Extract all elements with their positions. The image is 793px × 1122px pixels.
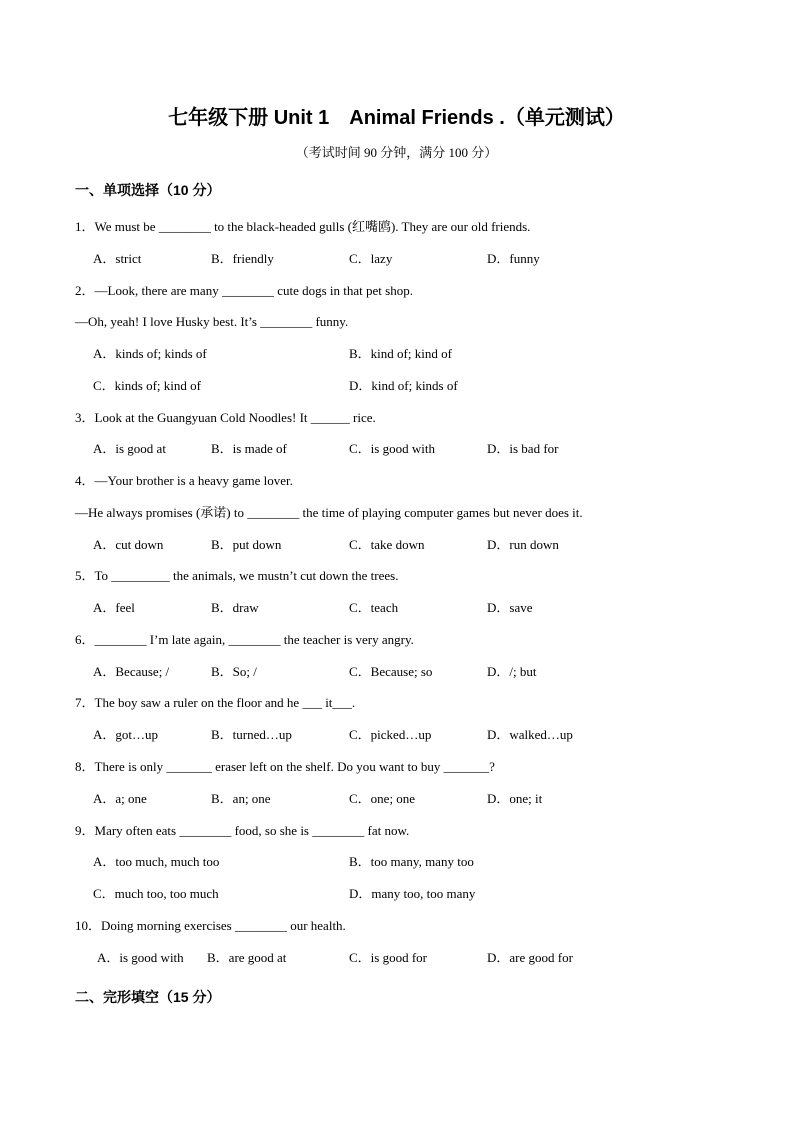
- option-d: D．funny: [487, 250, 540, 266]
- option-c: C．picked…up: [349, 727, 432, 743]
- question-5: [75, 560, 735, 624]
- question-stem-text: —Oh, yeah! I love Husky best. It’s ________ funny.: [75, 314, 349, 330]
- option-c: C．take down: [349, 536, 425, 552]
- question-stem-line: [75, 275, 735, 307]
- option-a: A．Because; /: [93, 663, 170, 679]
- option-c: C．kinds of; kind of: [93, 377, 201, 393]
- option-a: A．too much, much too: [93, 854, 220, 870]
- question-stem-text: There is only _______ eraser left on the shelf. Do you want to buy _______?: [94, 759, 495, 775]
- question-number: 4．: [75, 473, 95, 489]
- question-stem-text: Look at the Guangyuan Cold Noodles! It ______ rice.: [94, 409, 376, 425]
- option-b: B．turned…up: [211, 727, 292, 743]
- question-number: 3．: [75, 409, 95, 425]
- question-stem-text: We must be ________ to the black-headed gulls (红嘴鸥). They are our old friends.: [94, 219, 531, 234]
- option-a: A．is good with: [97, 949, 184, 965]
- question-number: 2．: [75, 282, 95, 298]
- option-b: B．draw: [211, 600, 259, 616]
- option-c: C．one; one: [349, 790, 416, 806]
- option-a: A．cut down: [93, 536, 164, 552]
- question-number: 9．: [75, 822, 95, 838]
- option-c: C．is good for: [349, 949, 428, 965]
- question-stem-text: ________ I’m late again, ________ the teacher is very angry.: [94, 631, 414, 647]
- question-stem-line: [75, 910, 735, 942]
- question-stem-line: [75, 560, 735, 592]
- question-stem-line: [75, 687, 735, 719]
- option-b: B．So; /: [211, 663, 257, 679]
- question-number: 5．: [75, 568, 95, 584]
- option-c: C．lazy: [349, 250, 393, 266]
- section-heading-1: 一、单项选择（10 分）: [75, 182, 221, 198]
- question-number: 7．: [75, 695, 95, 711]
- question-stem-line: [75, 815, 735, 847]
- option-d: D．save: [487, 600, 533, 616]
- option-c: C．teach: [349, 600, 399, 616]
- options-row: [75, 433, 735, 465]
- options-row: [75, 243, 735, 275]
- options-row: [75, 783, 735, 815]
- question-stem-text: —Look, there are many ________ cute dogs in that pet shop.: [94, 282, 413, 298]
- question-number: 10．: [75, 917, 102, 933]
- option-d: D．walked…up: [487, 727, 573, 743]
- option-d: D．are good for: [487, 949, 573, 965]
- option-c: C．Because; so: [349, 663, 433, 679]
- option-a: A．feel: [93, 600, 135, 616]
- question-stem-line: [75, 211, 735, 243]
- option-d: D．one; it: [487, 790, 543, 806]
- option-a: A．is good at: [93, 441, 166, 457]
- question-stem-text: The boy saw a ruler on the floor and he ___ it___.: [94, 695, 356, 711]
- option-b: B．kind of; kind of: [349, 346, 452, 362]
- question-9: [75, 815, 735, 910]
- options-row: [75, 878, 735, 910]
- options-row: [75, 338, 735, 370]
- options-row: [75, 370, 735, 402]
- option-c: C．much too, too much: [93, 886, 219, 902]
- option-c: C．is good with: [349, 441, 435, 457]
- question-number: 1．: [75, 219, 95, 234]
- option-d: D．is bad for: [487, 441, 559, 457]
- question-stem-line: [75, 751, 735, 783]
- question-stem-line: [75, 624, 735, 656]
- question-7: [75, 687, 735, 751]
- options-row: [75, 656, 735, 688]
- option-a: A．strict: [93, 250, 142, 266]
- question-stem-text: Mary often eats ________ food, so she is ________ fat now.: [94, 822, 410, 838]
- options-row: [75, 719, 735, 751]
- question-number: 6．: [75, 631, 95, 647]
- option-b: B．is made of: [211, 441, 287, 457]
- options-row: [75, 846, 735, 878]
- question-2: [75, 275, 735, 402]
- question-stem-text: Doing morning exercises ________ our health.: [101, 917, 346, 933]
- option-b: B．an; one: [211, 790, 271, 806]
- options-row: [75, 592, 735, 624]
- question-stem-line: [75, 402, 735, 434]
- question-stem-text: —He always promises (承诺) to ________ the time of playing computer games but never does it.: [75, 504, 583, 520]
- page-title: 七年级下册 Unit 1 Animal Friends .（单元测试）: [168, 107, 625, 129]
- question-4: [75, 465, 735, 560]
- option-d: D．run down: [487, 536, 559, 552]
- option-b: B．are good at: [207, 949, 287, 965]
- option-b: B．put down: [211, 536, 282, 552]
- option-a: A．got…up: [93, 727, 159, 743]
- question-3: [75, 402, 735, 466]
- option-d: D．many too, too many: [349, 886, 476, 902]
- question-1: [75, 211, 735, 275]
- question-6: [75, 624, 735, 688]
- option-a: A．kinds of; kinds of: [93, 346, 207, 362]
- option-d: D．kind of; kinds of: [349, 377, 458, 393]
- question-stem-text: To _________ the animals, we mustn’t cut down the trees.: [94, 568, 399, 584]
- option-a: A．a; one: [93, 790, 147, 806]
- options-row: [75, 942, 735, 974]
- question-8: [75, 751, 735, 815]
- options-row: [75, 529, 735, 561]
- question-stem-line: [75, 497, 735, 529]
- question-list: [75, 211, 735, 973]
- exam-info: （考试时间 90 分钟，满分 100 分）: [295, 145, 498, 160]
- option-b: B．too many, many too: [349, 854, 474, 870]
- question-number: 8．: [75, 759, 95, 775]
- option-b: B．friendly: [211, 250, 274, 266]
- question-stem-line: [75, 306, 735, 338]
- question-stem-line: [75, 465, 735, 497]
- option-d: D．/; but: [487, 663, 537, 679]
- section-heading-2: 二、完形填空（15 分）: [75, 989, 221, 1005]
- question-10: [75, 910, 735, 974]
- question-stem-text: —Your brother is a heavy game lover.: [94, 473, 293, 489]
